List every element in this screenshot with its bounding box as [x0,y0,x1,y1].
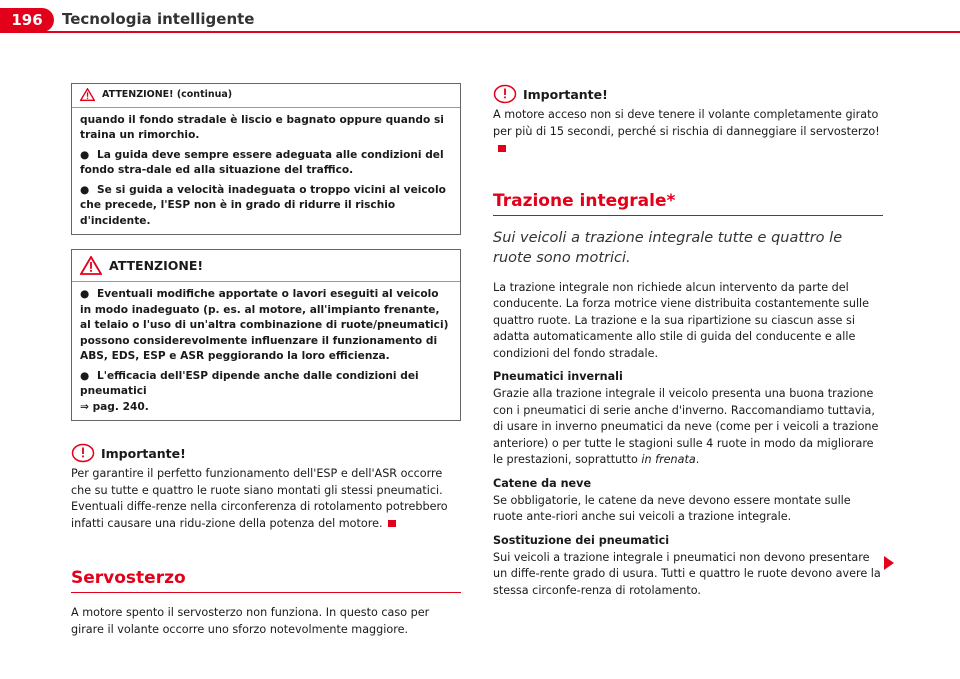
bullet-icon: ● [80,288,90,300]
important-exclamation-icon [493,84,517,104]
bullet-icon: ● [80,183,90,196]
section-intro: La trazione integrale non richiede alcun intervento da parte del conducente. La forza motrice viene distribuita costantemente sulle quattro ruote. La trazione e la sua ripartizione su ciascun asse si adatta automaticamente allo stile di guida del conducente e alle condizioni del fondo stradale. [493,280,870,360]
warning-bullet: ● L'efficacia dell'ESP dipende anche dalle condizioni dei pneumatici ⇒ pag. 240. [80,369,419,413]
page-reference-link[interactable]: ⇒ pag. 240. [80,400,149,413]
trazione-section [493,191,883,600]
warning-box-continued [71,83,461,235]
warning-triangle-icon [80,88,95,101]
warning-bullet: ● La guida deve sempre essere adeguata alle condizioni del fondo stra-dale ed alla situazione del traffico. [80,148,444,176]
bullet-icon: ● [80,148,90,161]
end-of-section-icon [498,145,506,152]
catene-text: Se obbligatorie, le catene da neve devono essere montate sulle ruote ante-riori anche sui veicoli a trazione integrale. [493,493,851,523]
section-title: Servosterzo [71,568,461,593]
header-rule [0,31,960,33]
warning-bullet: ● Eventuali modifiche apportate o lavori eseguiti al veicolo in modo inadeguato (p. es. al motore, all'impianto frenante, al telaio o l'uso di un'altra combinazione di ruote/pneumatici) possono considerevolmente influenzare il funzionamento di ABS, EDS, ESP e ASR peggiorando la loro efficienza. [80,288,449,362]
section-text: A motore spento il servosterzo non funziona. In questo caso per girare il volante occorre uno sforzo notevolmente maggiore. [71,606,430,636]
important-header [493,84,883,104]
important-text: A motore acceso non si deve tenere il volante completamente girato per più di 15 secondi, perché si rischia di danneggiare il servosterzo! [493,107,883,157]
important-note-right [493,84,883,157]
important-label: Importante! [523,86,608,102]
subheading-catene: Catene da neve [493,476,592,490]
warning-text: quando il fondo stradale è liscio e bagnato oppure quando si traina un rimorchio. [80,113,444,141]
warning-triangle-icon [80,256,102,275]
section-subtitle: Sui veicoli a trazione integrale tutte e quattro le ruote sono motrici. [493,229,843,266]
warning-label: ATTENZIONE! [109,257,204,273]
important-label: Importante! [101,445,186,461]
warning-box-main [71,249,461,421]
end-of-section-icon [388,520,396,527]
important-header [71,443,461,463]
warning-box-body [72,282,460,420]
warning-box-body [72,108,460,235]
servosterzo-section [71,568,461,638]
important-exclamation-icon [71,443,95,463]
next-page-arrow-icon[interactable] [884,556,894,570]
left-column [71,83,461,638]
warning-box-header [72,250,460,282]
section-title: Trazione integrale* [493,191,883,216]
pneumatici-text: Grazie alla trazione integrale il veicolo presenta una buona trazione con i pneumatici di serie anche d'inverno. Raccomandiamo tuttavia, di usare in inverno pneumatici da neve (come per i veicoli a trazione anteriore) o per tutte le stagioni sulle 4 ruote in modo da migliorare le prestazioni, soprattutto in frenata. [493,387,879,466]
important-text: Per garantire il perfetto funzionamento dell'ESP e dell'ASR occorre che su tutte e quattro le ruote siano montati gli stessi pneumatici. Eventuali diffe-renze nella circonferenza di rotolamento potrebbero infatti causare una ridu-zione della potenza del motore. [71,467,448,530]
page-header-title: Tecnologia intelligente [62,10,255,28]
bullet-icon: ● [80,369,90,382]
subheading-pneumatici: Pneumatici invernali [493,370,623,383]
right-column [493,84,883,599]
warning-label: ATTENZIONE! (continua) [102,89,233,100]
page-number: 196 [0,8,54,32]
sostituzione-text: Sui veicoli a trazione integrale i pneumatici non devono presentare un diffe-rente grado di usura. Tutti e quattro le ruote devono avere la stessa circonfe-renza di rotolamento. [493,550,881,597]
warning-bullet: ● Se si guida a velocità inadeguata o troppo vicini al veicolo che precede, l'ESP non è in grado di ridurre il rischio d'incidente. [80,183,446,227]
subheading-sostituzione: Sostituzione dei pneumatici [493,533,670,547]
important-note-left [71,443,461,532]
warning-box-header [72,84,460,108]
